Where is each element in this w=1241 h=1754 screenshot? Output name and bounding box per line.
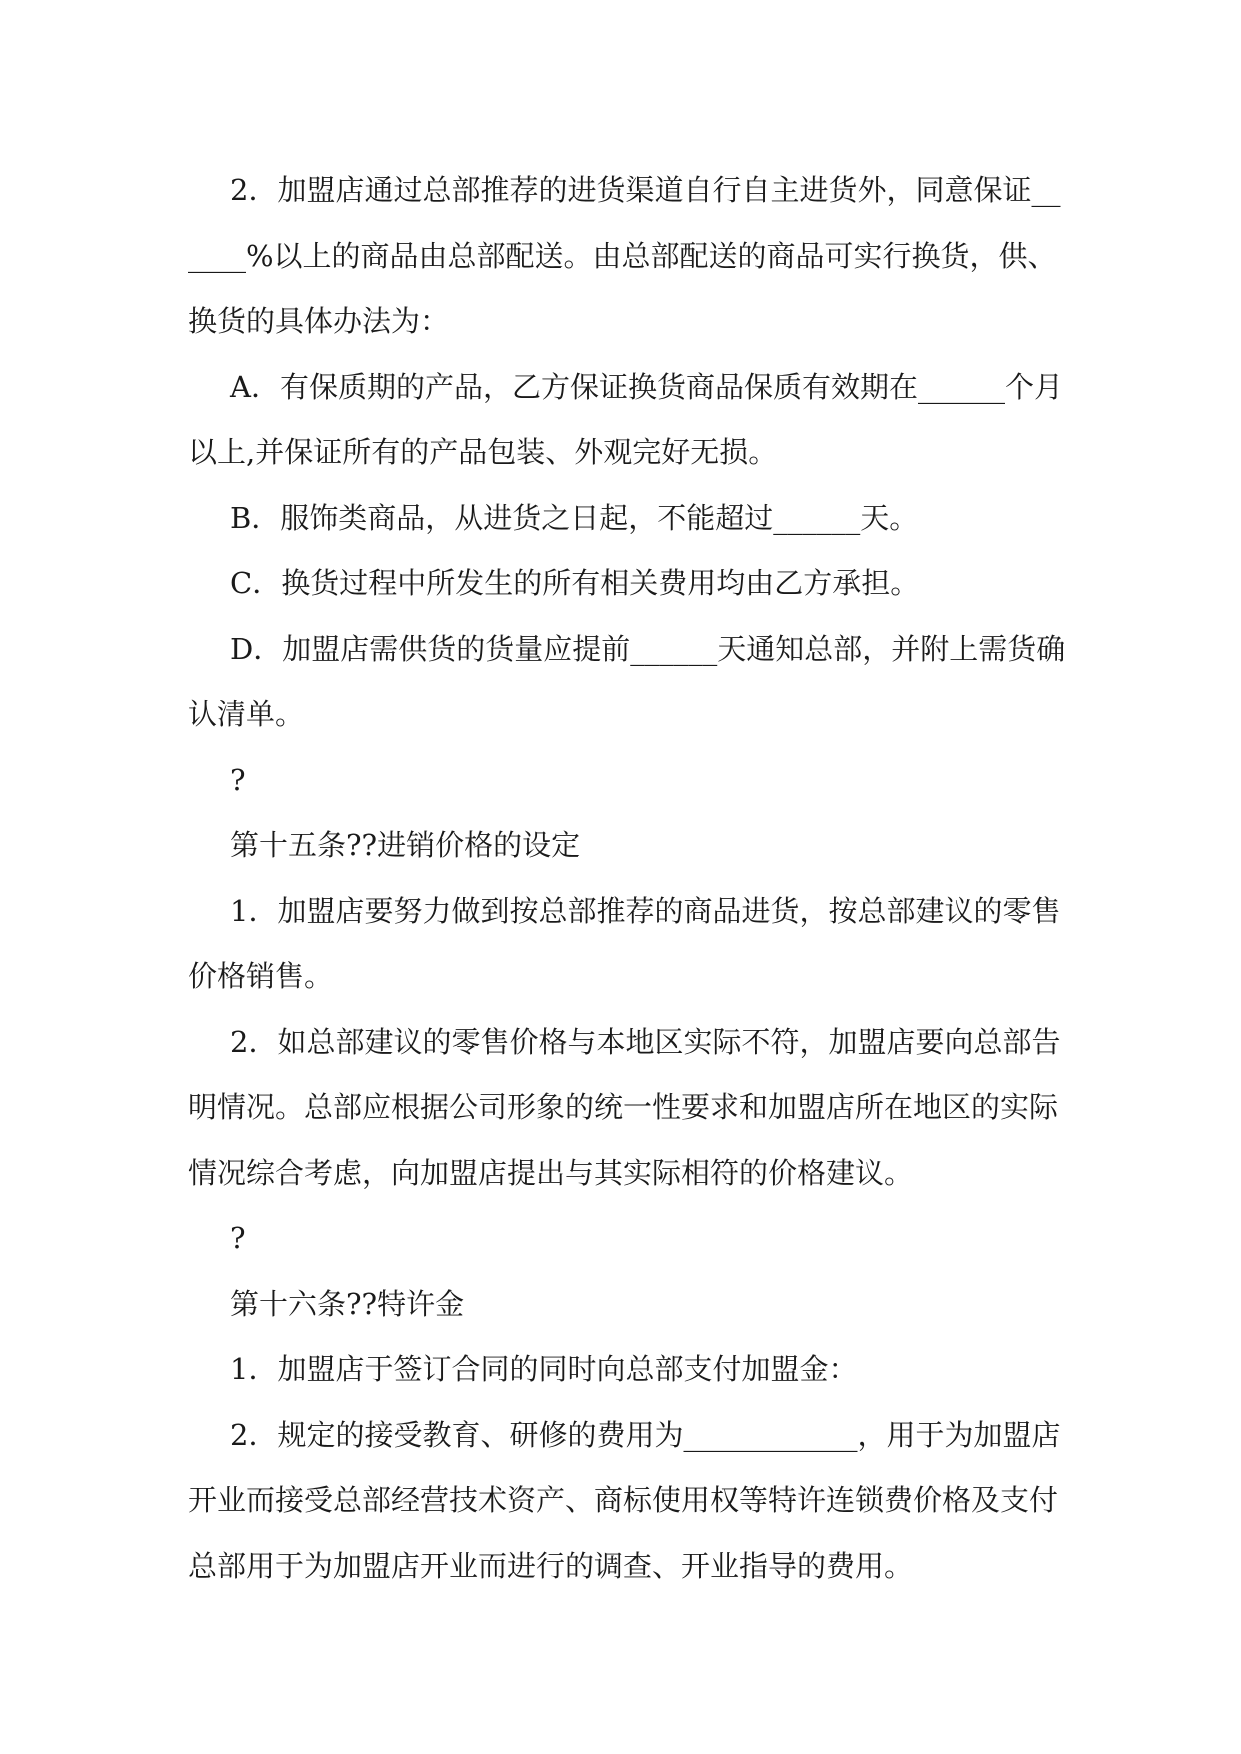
- paragraph-item-a: A．有保质期的产品，乙方保证换货商品保质有效期在______个月以上,并保证所有的产品包装、外观完好无损。: [188, 369, 1063, 469]
- article-15-clause-2: 2．如总部建议的零售价格与本地区实际不符，加盟店要向总部告明情况。总部应根据公司形象的统一性要求和加盟店所在地区的实际情况综合考虑，向加盟店提出与其实际相符的价格建议。: [188, 1024, 1061, 1190]
- separator-mark: ?: [230, 762, 246, 797]
- paragraph-item-c: C．换货过程中所发生的所有相关费用均由乙方承担。: [230, 566, 920, 600]
- article-16-heading: 第十六条??特许金: [230, 1286, 465, 1321]
- paragraph-exchange-delivery: 2．加盟店通过总部推荐的进货渠道自行自主进货外，同意保证______%以上的商品由总部配送。由总部配送的商品可实行换货，供、换货的具体办法为：: [188, 173, 1061, 338]
- article-15-clause-1: 1．加盟店要努力做到按总部推荐的商品进货，按总部建议的零售价格销售。: [188, 893, 1061, 993]
- article-16-clause-1: 1．加盟店于签订合同的同时向总部支付加盟金：: [230, 1352, 858, 1386]
- article-16-clause-2: 2．规定的接受教育、研修的费用为____________，用于为加盟店开业而接受总部经营技术资产、商标使用权等特许连锁费价格及支付总部用于为加盟店开业而进行的调查、开业指导的费用。: [188, 1417, 1061, 1583]
- paragraph-item-b: B．服饰类商品，从进货之日起，不能超过______天。: [230, 500, 919, 535]
- separator-mark: ?: [230, 1221, 246, 1255]
- article-15-heading: 第十五条??进销价格的设定: [230, 828, 581, 862]
- document-body: [188, 158, 1068, 1599]
- paragraph-item-d: D．加盟店需供货的货量应提前______天通知总部，并附上需货确认清单。: [188, 631, 1066, 731]
